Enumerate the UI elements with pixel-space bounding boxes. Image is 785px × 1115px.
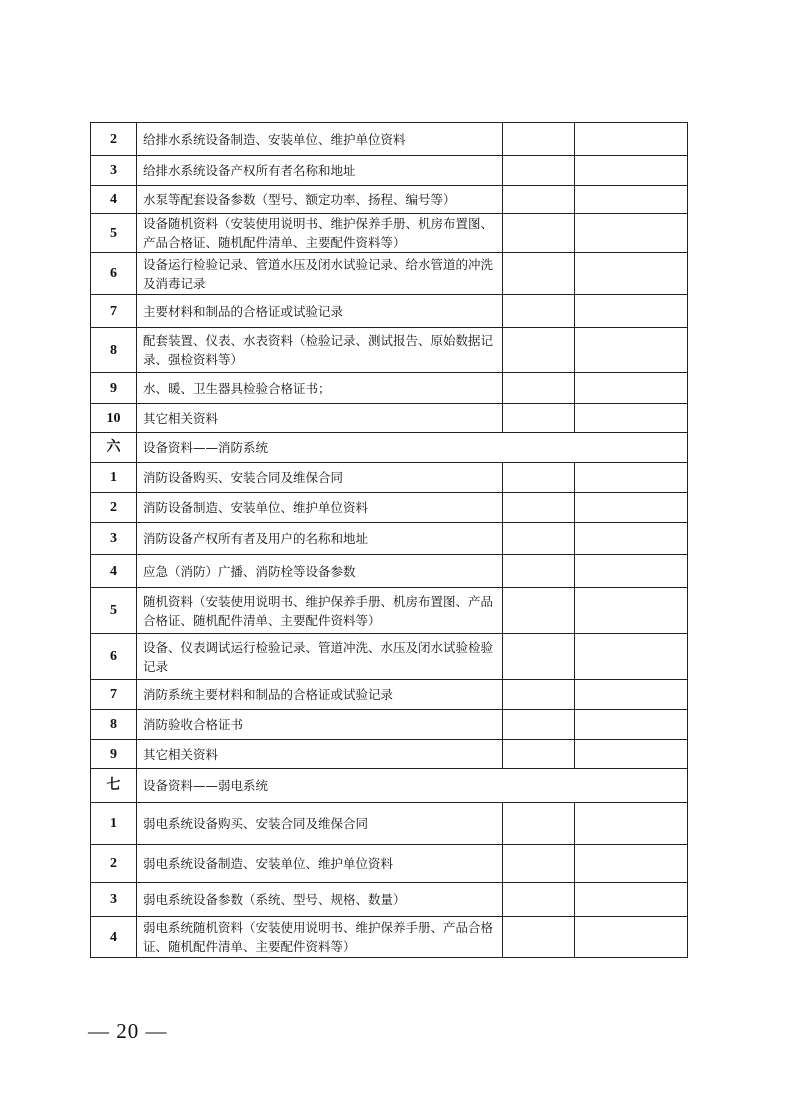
row-item: 主要材料和制品的合格证或试验记录	[137, 295, 503, 328]
table-row	[91, 253, 688, 295]
blank-cell	[503, 214, 575, 253]
table-row	[91, 404, 688, 433]
blank-cell	[503, 803, 575, 845]
blank-cell	[575, 328, 688, 373]
row-item: 设备、仪表调试运行检验记录、管道冲洗、水压及闭水试验检验记录	[137, 634, 503, 680]
table-row	[91, 156, 688, 186]
table-row	[91, 917, 688, 958]
row-number: 6	[91, 634, 137, 680]
blank-cell	[503, 404, 575, 433]
blank-cell	[503, 186, 575, 214]
row-item: 消防设备产权所有者及用户的名称和地址	[137, 523, 503, 555]
row-number: 3	[91, 883, 137, 917]
row-number: 9	[91, 740, 137, 769]
table-row	[91, 123, 688, 156]
row-item: 随机资料（安装使用说明书、维护保养手册、机房布置图、产品合格证、随机配件清单、主要配件资料等）	[137, 588, 503, 634]
row-item: 其它相关资料	[137, 404, 503, 433]
row-item: 消防设备购买、安装合同及维保合同	[137, 463, 503, 493]
blank-cell	[575, 295, 688, 328]
row-number: 1	[91, 803, 137, 845]
blank-cell	[575, 917, 688, 958]
row-number: 1	[91, 463, 137, 493]
table-row	[91, 373, 688, 404]
row-number: 3	[91, 156, 137, 186]
row-item: 配套装置、仪表、水表资料（检验记录、测试报告、原始数据记录、强检资料等）	[137, 328, 503, 373]
blank-cell	[503, 588, 575, 634]
blank-cell	[575, 710, 688, 740]
row-number: 5	[91, 588, 137, 634]
blank-cell	[575, 523, 688, 555]
table-row	[91, 634, 688, 680]
blank-cell	[575, 156, 688, 186]
section-title: 设备资料——弱电系统	[137, 769, 688, 803]
blank-cell	[503, 493, 575, 523]
blank-cell	[575, 493, 688, 523]
section-row	[91, 769, 688, 803]
blank-cell	[503, 740, 575, 769]
row-number: 8	[91, 710, 137, 740]
table-row	[91, 845, 688, 883]
blank-cell	[575, 845, 688, 883]
blank-cell	[503, 123, 575, 156]
row-item: 弱电系统设备制造、安装单位、维护单位资料	[137, 845, 503, 883]
blank-cell	[575, 883, 688, 917]
section-row	[91, 433, 688, 463]
table-row	[91, 555, 688, 588]
row-number: 4	[91, 917, 137, 958]
blank-cell	[575, 186, 688, 214]
table-row	[91, 803, 688, 845]
row-number: 6	[91, 253, 137, 295]
row-number: 2	[91, 845, 137, 883]
table-row	[91, 680, 688, 710]
row-item: 给排水系统设备制造、安装单位、维护单位资料	[137, 123, 503, 156]
blank-cell	[575, 373, 688, 404]
row-number: 5	[91, 214, 137, 253]
table-row	[91, 328, 688, 373]
table-row	[91, 186, 688, 214]
row-number: 3	[91, 523, 137, 555]
blank-cell	[503, 156, 575, 186]
table-row	[91, 493, 688, 523]
row-item: 水泵等配套设备参数（型号、额定功率、扬程、编号等）	[137, 186, 503, 214]
table-row	[91, 710, 688, 740]
blank-cell	[503, 680, 575, 710]
table-row	[91, 214, 688, 253]
row-number: 六	[91, 433, 137, 463]
document-table	[90, 122, 688, 958]
blank-cell	[503, 917, 575, 958]
row-number: 7	[91, 680, 137, 710]
blank-cell	[575, 123, 688, 156]
row-item: 弱电系统设备购买、安装合同及维保合同	[137, 803, 503, 845]
row-number: 七	[91, 769, 137, 803]
row-number: 7	[91, 295, 137, 328]
section-title: 设备资料——消防系统	[137, 433, 688, 463]
row-item: 设备运行检验记录、管道水压及闭水试验记录、给水管道的冲洗及消毒记录	[137, 253, 503, 295]
blank-cell	[503, 328, 575, 373]
table-row	[91, 588, 688, 634]
row-number: 4	[91, 555, 137, 588]
row-item: 设备随机资料（安装使用说明书、维护保养手册、机房布置图、产品合格证、随机配件清单、主要配件资料等）	[137, 214, 503, 253]
row-number: 8	[91, 328, 137, 373]
row-item: 消防验收合格证书	[137, 710, 503, 740]
table-body	[91, 123, 688, 958]
blank-cell	[575, 588, 688, 634]
blank-cell	[575, 253, 688, 295]
row-number: 2	[91, 493, 137, 523]
blank-cell	[575, 214, 688, 253]
blank-cell	[503, 523, 575, 555]
row-item: 水、暖、卫生器具检验合格证书；	[137, 373, 503, 404]
table-row	[91, 740, 688, 769]
table-row	[91, 463, 688, 493]
table-row	[91, 883, 688, 917]
row-item: 消防设备制造、安装单位、维护单位资料	[137, 493, 503, 523]
blank-cell	[575, 803, 688, 845]
row-item: 其它相关资料	[137, 740, 503, 769]
row-number: 4	[91, 186, 137, 214]
blank-cell	[503, 295, 575, 328]
blank-cell	[503, 845, 575, 883]
blank-cell	[575, 555, 688, 588]
blank-cell	[503, 555, 575, 588]
table-row	[91, 295, 688, 328]
blank-cell	[503, 883, 575, 917]
blank-cell	[575, 634, 688, 680]
row-number: 10	[91, 404, 137, 433]
blank-cell	[503, 710, 575, 740]
blank-cell	[503, 463, 575, 493]
row-item: 给排水系统设备产权所有者名称和地址	[137, 156, 503, 186]
blank-cell	[575, 463, 688, 493]
blank-cell	[575, 680, 688, 710]
blank-cell	[503, 253, 575, 295]
row-item: 应急（消防）广播、消防栓等设备参数	[137, 555, 503, 588]
row-item: 弱电系统随机资料（安装使用说明书、维护保养手册、产品合格证、随机配件清单、主要配件资料等）	[137, 917, 503, 958]
row-item: 弱电系统设备参数（系统、型号、规格、数量）	[137, 883, 503, 917]
table-row	[91, 523, 688, 555]
blank-cell	[503, 634, 575, 680]
row-number: 2	[91, 123, 137, 156]
page-number: — 20 —	[88, 1019, 168, 1043]
blank-cell	[575, 404, 688, 433]
row-number: 9	[91, 373, 137, 404]
row-item: 消防系统主要材料和制品的合格证或试验记录	[137, 680, 503, 710]
blank-cell	[503, 373, 575, 404]
blank-cell	[575, 740, 688, 769]
